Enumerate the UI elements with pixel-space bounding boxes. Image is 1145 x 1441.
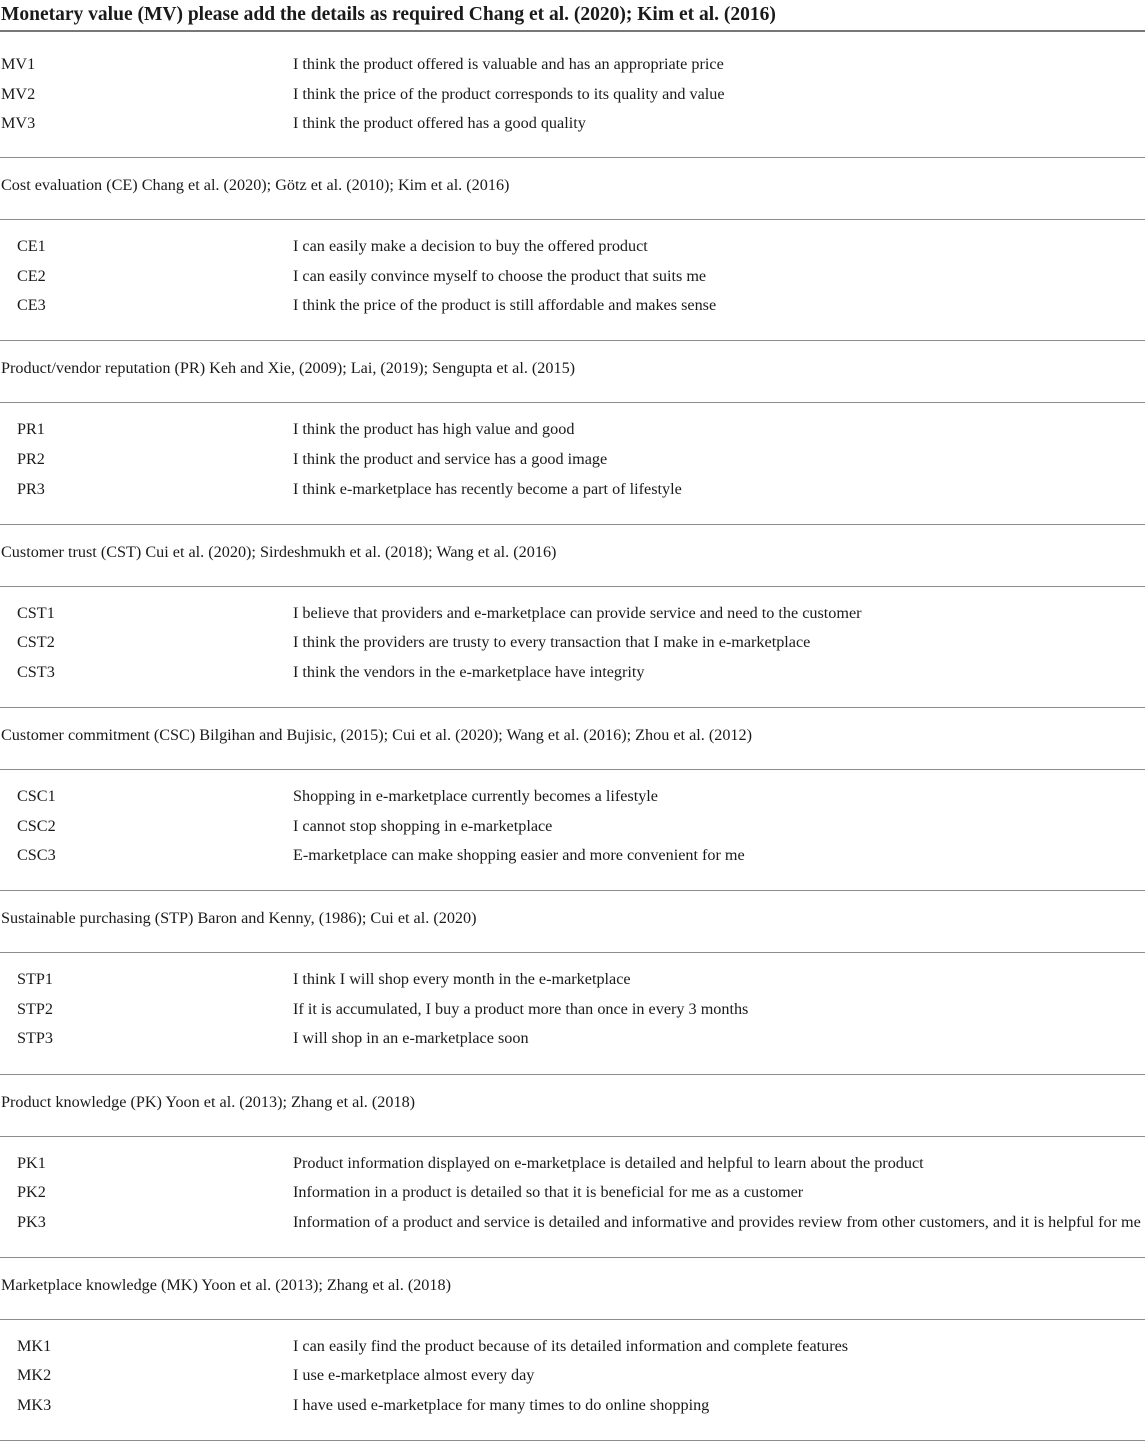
item-code: STP2 xyxy=(17,999,53,1018)
item-code: STP3 xyxy=(17,1029,53,1048)
table-row xyxy=(0,1395,1145,1415)
item-code: CST2 xyxy=(17,633,55,652)
item-text: I think the vendors in the e-marketplace have integrity xyxy=(293,662,645,681)
item-code: PR1 xyxy=(17,420,45,439)
item-text: I will shop in an e-marketplace soon xyxy=(293,1029,529,1048)
table-row xyxy=(0,266,1145,286)
item-code: CSC3 xyxy=(17,846,56,865)
section-title: Sustainable purchasing (STP) Baron and Kenny, (1986); Cui et al. (2020) xyxy=(1,909,477,928)
item-code: STP1 xyxy=(17,970,53,989)
table-row xyxy=(0,662,1145,682)
item-text: I cannot stop shopping in e-marketplace xyxy=(293,816,553,835)
item-code: PK2 xyxy=(17,1183,46,1202)
table-row xyxy=(0,1212,1145,1232)
item-text: I think the product offered has a good quality xyxy=(293,114,586,133)
table-row xyxy=(0,84,1145,104)
table-row xyxy=(0,999,1145,1019)
item-text: Product information displayed on e-marketplace is detailed and helpful to learn about the product xyxy=(293,1153,924,1172)
section-title-rule xyxy=(0,402,1145,403)
item-text: E-marketplace can make shopping easier and more convenient for me xyxy=(293,846,745,865)
item-code: PR3 xyxy=(17,479,45,498)
item-text: I think the price of the product corresponds to its quality and value xyxy=(293,84,725,103)
item-text: I think the providers are trusty to every transaction that I make in e-marketplace xyxy=(293,633,811,652)
table-row xyxy=(0,419,1145,439)
header-rule xyxy=(0,30,1145,32)
table-row xyxy=(0,54,1145,74)
item-text: I think the price of the product is still affordable and makes sense xyxy=(293,296,717,315)
table-row xyxy=(0,479,1145,499)
section-separator xyxy=(0,707,1145,708)
table-row xyxy=(0,603,1145,623)
section-separator xyxy=(0,1074,1145,1075)
item-text: I believe that providers and e-marketplace can provide service and need to the customer xyxy=(293,603,862,622)
item-code: CE3 xyxy=(17,296,46,315)
table-row xyxy=(0,295,1145,315)
item-code: MK3 xyxy=(17,1396,52,1414)
section-title: Customer commitment (CSC) Bilgihan and Bujisic, (2015); Cui et al. (2020); Wang et al. (2016); Zhou et al. (2012) xyxy=(1,725,753,744)
table-row xyxy=(0,786,1145,806)
section-title: Marketplace knowledge (MK) Yoon et al. (2013); Zhang et al. (2018) xyxy=(1,1275,451,1294)
item-code: CE2 xyxy=(17,266,46,285)
item-code: MV2 xyxy=(1,84,36,103)
item-code: PK3 xyxy=(17,1212,46,1231)
table-row xyxy=(0,1182,1145,1202)
item-code: MV1 xyxy=(1,55,36,73)
item-text: I think I will shop every month in the e-marketplace xyxy=(293,970,631,989)
item-text: Shopping in e-marketplace currently becomes a lifestyle xyxy=(293,786,658,805)
item-text: If it is accumulated, I buy a product more than once in every 3 months xyxy=(293,999,749,1018)
item-text: I think the product and service has a good image xyxy=(293,449,608,468)
table-row xyxy=(0,1365,1145,1385)
item-code: CSC1 xyxy=(17,786,56,805)
item-text: I think e-marketplace has recently become a part of lifestyle xyxy=(293,479,682,498)
item-code: CST3 xyxy=(17,662,55,681)
section-title: Cost evaluation (CE) Chang et al. (2020); Götz et al. (2010); Kim et al. (2016) xyxy=(1,176,510,194)
section-separator xyxy=(0,890,1145,891)
item-code: CSC2 xyxy=(17,816,56,835)
table-row xyxy=(0,969,1145,989)
section-separator xyxy=(0,1257,1145,1258)
item-code: MK1 xyxy=(17,1336,52,1355)
item-text: I use e-marketplace almost every day xyxy=(293,1366,535,1385)
section-title: Product/vendor reputation (PR) Keh and Xie, (2009); Lai, (2019); Sengupta et al. (2015) xyxy=(1,359,576,378)
table-row xyxy=(0,113,1145,133)
item-code: PR2 xyxy=(17,449,45,468)
item-text: I think the product has high value and good xyxy=(293,420,575,439)
table-header: Monetary value (MV) please add the details as required Chang et al. (2020); Kim et al. (2016) xyxy=(1,4,776,25)
table-row xyxy=(0,632,1145,652)
item-code: PK1 xyxy=(17,1153,46,1172)
item-text: Information in a product is detailed so that it is beneficial for me as a customer xyxy=(293,1183,804,1202)
table-row xyxy=(0,449,1145,469)
item-text: I think the product offered is valuable and has an appropriate price xyxy=(293,55,724,73)
section-title-rule xyxy=(0,952,1145,953)
item-code: MK2 xyxy=(17,1366,52,1385)
item-text: I can easily convince myself to choose the product that suits me xyxy=(293,266,707,285)
section-title: Product knowledge (PK) Yoon et al. (2013); Zhang et al. (2018) xyxy=(1,1092,416,1111)
section-separator xyxy=(0,157,1145,158)
item-text: Information of a product and service is detailed and informative and provides review from other customers, and it is helpful for me xyxy=(293,1212,1141,1231)
section-title-rule xyxy=(0,1136,1145,1137)
item-text: I can easily make a decision to buy the offered product xyxy=(293,237,648,255)
section-separator xyxy=(0,340,1145,341)
item-code: CST1 xyxy=(17,603,55,622)
section-title: Customer trust (CST) Cui et al. (2020); Sirdeshmukh et al. (2018); Wang et al. (2016) xyxy=(1,542,557,561)
section-title-rule xyxy=(0,769,1145,770)
table-row xyxy=(0,845,1145,865)
section-separator xyxy=(0,524,1145,525)
table-row xyxy=(0,1336,1145,1356)
section-title-rule xyxy=(0,1319,1145,1320)
item-code: CE1 xyxy=(17,237,46,255)
item-code: MV3 xyxy=(1,114,36,133)
table-row xyxy=(0,236,1145,256)
item-text: I have used e-marketplace for many times to do online shopping xyxy=(293,1396,710,1414)
section-title-rule xyxy=(0,219,1145,220)
table-row xyxy=(0,816,1145,836)
table-row xyxy=(0,1153,1145,1173)
table-row xyxy=(0,1028,1145,1048)
section-title-rule xyxy=(0,586,1145,587)
item-text: I can easily find the product because of its detailed information and complete features xyxy=(293,1336,849,1355)
